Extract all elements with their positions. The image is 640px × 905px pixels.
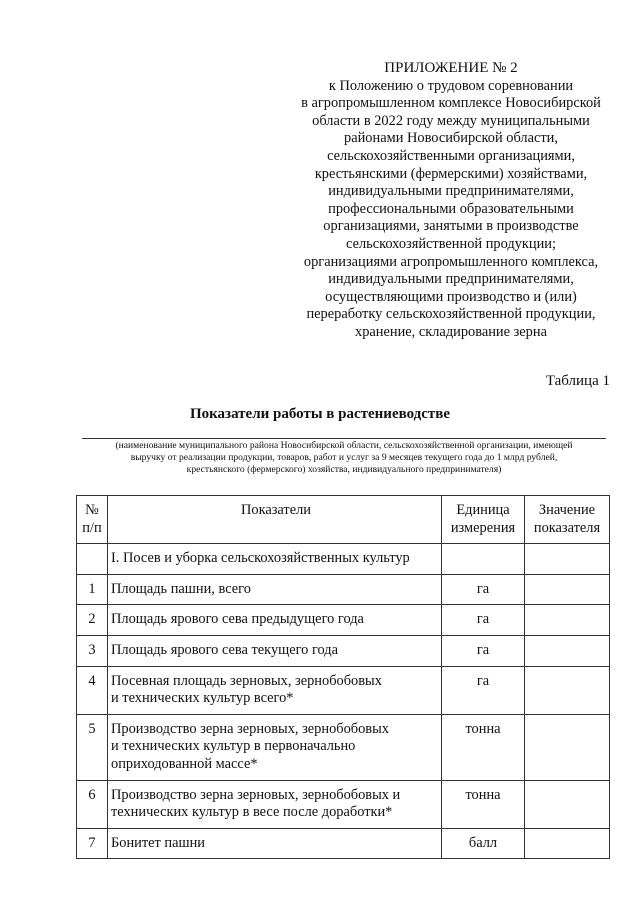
fill-in-line [82,438,606,439]
appendix-line: хранение, складирование зерна [355,323,547,340]
indicators-table [76,495,610,859]
fill-caption-line: крестьянского (фермерского) хозяйства, индивидуального предпринимателя) [186,464,502,475]
table-row [77,605,610,636]
row-value[interactable] [525,780,610,828]
fill-in-caption [80,440,608,476]
document-title: Показатели работы в растениеводстве [189,406,451,422]
section-row [77,544,610,575]
row-num: 7 [77,828,108,859]
appendix-line: к Положению о трудовом соревновании [328,77,574,94]
appendix-line: в агропромышленном комплексе Новосибирской [301,95,601,112]
section-title: I. Посев и уборка сельскохозяйственных культур [108,544,442,575]
row-unit: га [442,635,525,666]
appendix-line: переработку сельскохозяйственной продукции, [306,306,596,323]
fill-caption-line: выручку от реализации продукции, товаров, работ и услуг за 9 месяцев текущего года до 1 млрд рублей, [130,452,558,463]
row-value[interactable] [525,666,610,714]
row-unit: тонна [442,780,525,828]
appendix-line: районами Новосибирской области, [344,130,558,147]
header-unit: Единица измерения [442,496,525,544]
appendix-header [288,60,614,342]
table-row [77,828,610,859]
appendix-line: организациями агропромышленного комплекса, [303,253,599,270]
row-indicator: Производство зерна зерновых, зернобобовых и технических культур в весе после доработки* [108,780,442,828]
table-row [77,666,610,714]
row-num: 6 [77,780,108,828]
row-indicator: Производство зерна зерновых, зернобобовых и технических культур в первоначально оприходованной массе* [108,714,442,780]
table-row [77,714,610,780]
row-unit: га [442,574,525,605]
row-unit: балл [442,828,525,859]
appendix-line: индивидуальными предпринимателями, [328,271,574,288]
section-num-cell [77,544,108,575]
table-row [77,635,610,666]
row-num: 3 [77,635,108,666]
table-label: Таблица 1 [545,373,610,389]
row-value[interactable] [525,714,610,780]
row-indicator: Площадь ярового сева текущего года [108,635,442,666]
appendix-line: осуществляющими производство и (или) [325,288,577,305]
row-indicator: Площадь ярового сева предыдущего года [108,605,442,636]
appendix-line: профессиональными образовательными [328,200,574,217]
row-value[interactable] [525,828,610,859]
appendix-line: индивидуальными предпринимателями, [328,183,574,200]
appendix-line: области в 2022 году между муниципальными [312,112,590,129]
row-value[interactable] [525,574,610,605]
appendix-line: сельскохозяйственными организациями, [327,147,575,164]
appendix-line: организациями, занятыми в производстве [323,218,579,235]
row-value[interactable] [525,635,610,666]
appendix-line: сельскохозяйственной продукции; [346,235,556,252]
row-unit: тонна [442,714,525,780]
header-num: № п/п [77,496,108,544]
appendix-title: ПРИЛОЖЕНИЕ № 2 [384,60,518,76]
row-num: 4 [77,666,108,714]
row-indicator: Посевная площадь зерновых, зернобобовых и технических культур всего* [108,666,442,714]
row-num: 5 [77,714,108,780]
row-unit: га [442,666,525,714]
table-row [77,780,610,828]
header-indicators: Показатели [108,496,442,544]
section-unit-cell [442,544,525,575]
header-value: Значение показателя [525,496,610,544]
row-num: 1 [77,574,108,605]
appendix-line: крестьянскими (фермерскими) хозяйствами, [314,165,588,182]
row-value[interactable] [525,605,610,636]
table-row [77,574,610,605]
row-indicator: Площадь пашни, всего [108,574,442,605]
table-header-row [77,496,610,544]
section-value-cell [525,544,610,575]
row-indicator: Бонитет пашни [108,828,442,859]
row-num: 2 [77,605,108,636]
fill-caption-line: (наименование муниципального района Новосибирской области, сельскохозяйственной организации, имеющей [115,440,573,451]
row-unit: га [442,605,525,636]
